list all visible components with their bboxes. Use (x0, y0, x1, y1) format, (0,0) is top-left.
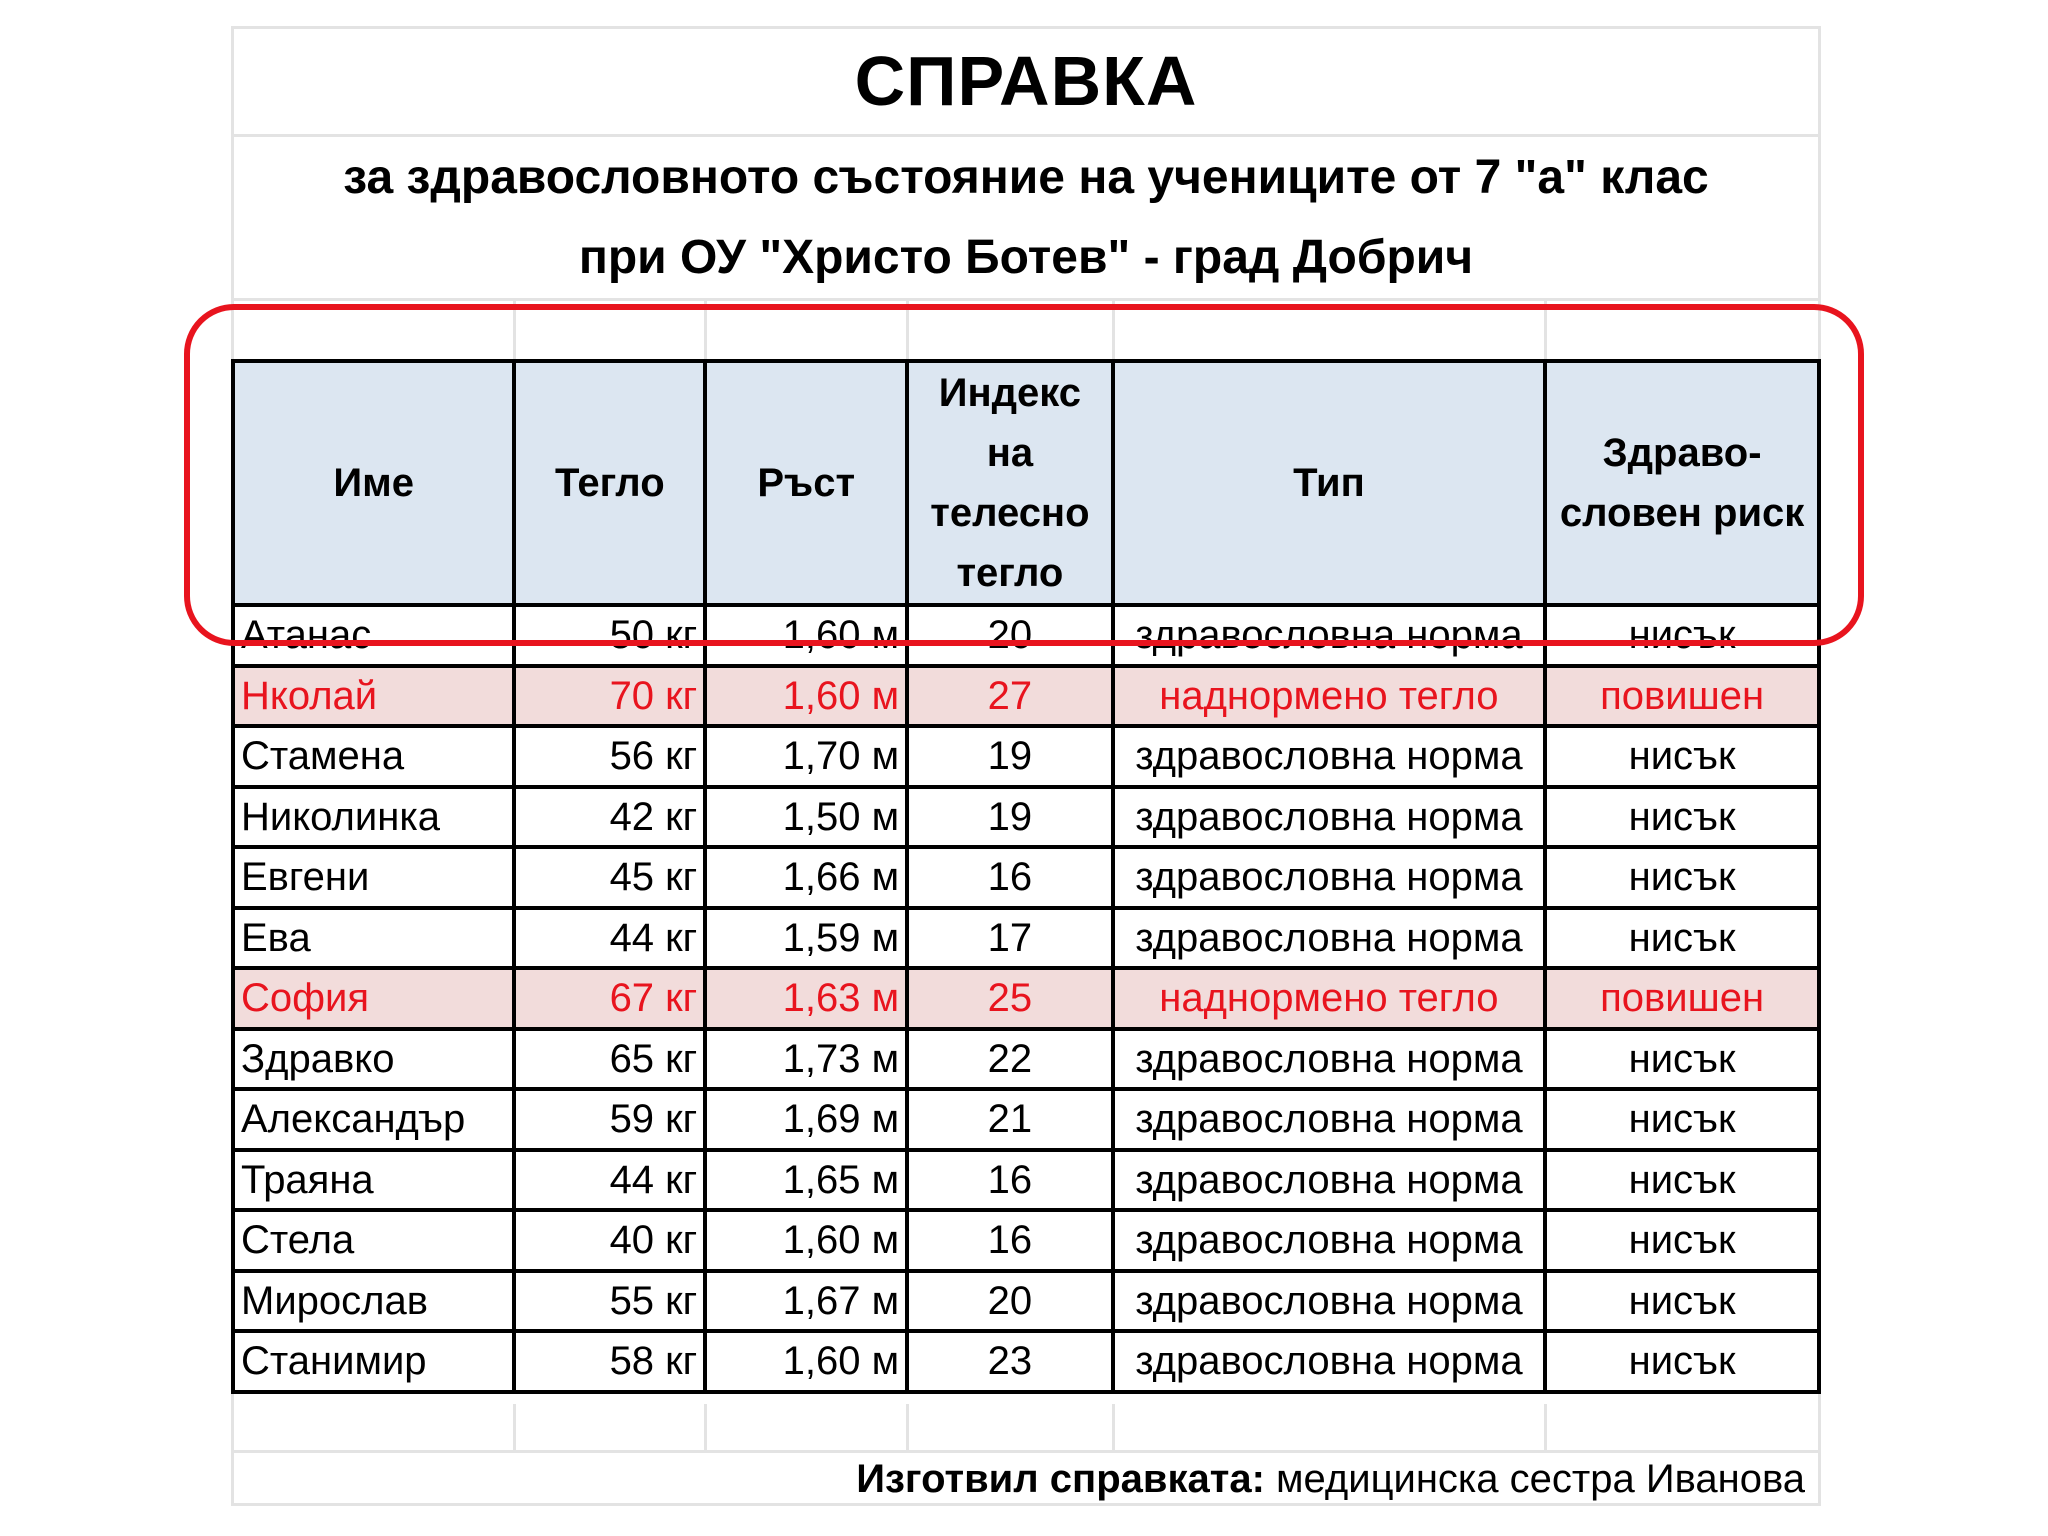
cell-risk: нисък (1545, 1210, 1819, 1271)
table-row (233, 1271, 1819, 1332)
cell-name: Ева (233, 908, 514, 969)
cell-weight: 40 кг (514, 1210, 705, 1271)
table-row (233, 1210, 1819, 1271)
cell-bmi: 27 (907, 666, 1113, 727)
table-row (233, 666, 1819, 727)
cell-type: здравословна норма (1113, 908, 1546, 969)
cell-name: Стамена (233, 726, 514, 787)
header-bmi-line: телесно (930, 491, 1090, 535)
grid-line (906, 1404, 909, 1452)
cell-bmi: 17 (907, 908, 1113, 969)
footer-label: Изготвил справката: (856, 1457, 1265, 1501)
cell-weight: 67 кг (514, 968, 705, 1029)
cell-weight: 44 кг (514, 908, 705, 969)
cell-bmi: 20 (907, 1271, 1113, 1332)
cell-risk: нисък (1545, 1150, 1819, 1211)
cell-height: 1,60 м (705, 1210, 907, 1271)
table-row (233, 787, 1819, 848)
grid-line (1544, 1404, 1547, 1452)
grid-line (1544, 300, 1547, 359)
grid-line (1112, 300, 1115, 359)
cell-bmi: 16 (907, 847, 1113, 908)
header-bmi-line: тегло (956, 551, 1064, 595)
cell-weight: 44 кг (514, 1150, 705, 1211)
cell-type: здравословна норма (1113, 787, 1546, 848)
table-row (233, 726, 1819, 787)
header-type: Тип (1113, 361, 1546, 605)
divider (231, 298, 1821, 301)
document-title: СПРАВКА (854, 42, 1198, 120)
cell-bmi: 19 (907, 787, 1113, 848)
cell-risk: нисък (1545, 1271, 1819, 1332)
table-row (233, 1331, 1819, 1392)
cell-bmi: 16 (907, 1150, 1113, 1211)
cell-type: здравословна норма (1113, 1271, 1546, 1332)
cell-name: Атанас (233, 605, 514, 666)
cell-risk: нисък (1545, 605, 1819, 666)
grid-line (704, 1404, 707, 1452)
cell-height: 1,70 м (705, 726, 907, 787)
cell-risk: нисък (1545, 1089, 1819, 1150)
cell-height: 1,73 м (705, 1029, 907, 1090)
cell-weight: 65 кг (514, 1029, 705, 1090)
cell-name: Евгени (233, 847, 514, 908)
cell-name: Нколай (233, 666, 514, 727)
table-row (233, 605, 1819, 666)
cell-risk: нисък (1545, 847, 1819, 908)
cell-risk: нисък (1545, 787, 1819, 848)
grid-line (513, 1404, 516, 1452)
cell-type: здравословна норма (1113, 1089, 1546, 1150)
cell-name: Николинка (233, 787, 514, 848)
cell-weight: 42 кг (514, 787, 705, 848)
cell-risk: нисък (1545, 1029, 1819, 1090)
header-bmi (907, 361, 1113, 605)
cell-bmi: 20 (907, 605, 1113, 666)
cell-height: 1,65 м (705, 1150, 907, 1211)
cell-type: здравословна норма (1113, 605, 1546, 666)
cell-weight: 59 кг (514, 1089, 705, 1150)
cell-name: Александър (233, 1089, 514, 1150)
health-table (231, 359, 1821, 1394)
grid-line (704, 300, 707, 359)
cell-risk: нисък (1545, 1331, 1819, 1392)
cell-name: Траяна (233, 1150, 514, 1211)
cell-bmi: 25 (907, 968, 1113, 1029)
cell-weight: 56 кг (514, 726, 705, 787)
cell-type: здравословна норма (1113, 1210, 1546, 1271)
cell-type: здравословна норма (1113, 1029, 1546, 1090)
cell-weight: 50 кг (514, 605, 705, 666)
header-weight: Тегло (514, 361, 705, 605)
header-name: Име (233, 361, 514, 605)
header-risk (1545, 361, 1819, 605)
table-row (233, 968, 1819, 1029)
cell-risk: повишен (1545, 968, 1819, 1029)
grid-line (906, 300, 909, 359)
footer-signature (231, 1452, 1817, 1506)
cell-bmi: 16 (907, 1210, 1113, 1271)
cell-height: 1,60 м (705, 605, 907, 666)
cell-name: Стела (233, 1210, 514, 1271)
table-body (233, 605, 1819, 1392)
cell-bmi: 23 (907, 1331, 1113, 1392)
footer-author: медицинска сестра Иванова (1276, 1457, 1805, 1501)
header-bmi-line: на (986, 431, 1034, 475)
cell-height: 1,67 м (705, 1271, 907, 1332)
table-row (233, 908, 1819, 969)
header-risk-line: Здраво- (1602, 431, 1762, 475)
table-row (233, 847, 1819, 908)
cell-name: Мирослав (233, 1271, 514, 1332)
header-risk-line: словен риск (1559, 491, 1805, 535)
header-height: Ръст (705, 361, 907, 605)
cell-weight: 58 кг (514, 1331, 705, 1392)
cell-risk: нисък (1545, 908, 1819, 969)
subtitle-line-2: при ОУ "Христо Ботев" - град Добрич (578, 231, 1474, 284)
divider (231, 134, 1821, 137)
cell-name: Здравко (233, 1029, 514, 1090)
header-bmi-line: Индекс (938, 371, 1082, 415)
cell-type: здравословна норма (1113, 847, 1546, 908)
cell-weight: 45 кг (514, 847, 705, 908)
cell-bmi: 21 (907, 1089, 1113, 1150)
cell-bmi: 22 (907, 1029, 1113, 1090)
cell-bmi: 19 (907, 726, 1113, 787)
cell-height: 1,63 м (705, 968, 907, 1029)
cell-height: 1,60 м (705, 1331, 907, 1392)
cell-height: 1,66 м (705, 847, 907, 908)
subtitle-line-1: за здравословното състояние на учениците от 7 "а" клас (343, 151, 1709, 204)
cell-weight: 70 кг (514, 666, 705, 727)
cell-height: 1,60 м (705, 666, 907, 727)
grid-line (1112, 1404, 1115, 1452)
cell-height: 1,59 м (705, 908, 907, 969)
table-header-row (233, 361, 1819, 605)
table-row (233, 1089, 1819, 1150)
table-row (233, 1150, 1819, 1211)
cell-risk: повишен (1545, 666, 1819, 727)
cell-type: здравословна норма (1113, 726, 1546, 787)
table-row (233, 1029, 1819, 1090)
cell-name: София (233, 968, 514, 1029)
cell-risk: нисък (1545, 726, 1819, 787)
cell-type: здравословна норма (1113, 1331, 1546, 1392)
cell-weight: 55 кг (514, 1271, 705, 1332)
cell-height: 1,50 м (705, 787, 907, 848)
cell-height: 1,69 м (705, 1089, 907, 1150)
cell-type: здравословна норма (1113, 1150, 1546, 1211)
cell-type: наднормено тегло (1113, 968, 1546, 1029)
cell-type: наднормено тегло (1113, 666, 1546, 727)
cell-name: Станимир (233, 1331, 514, 1392)
grid-line (513, 300, 516, 359)
